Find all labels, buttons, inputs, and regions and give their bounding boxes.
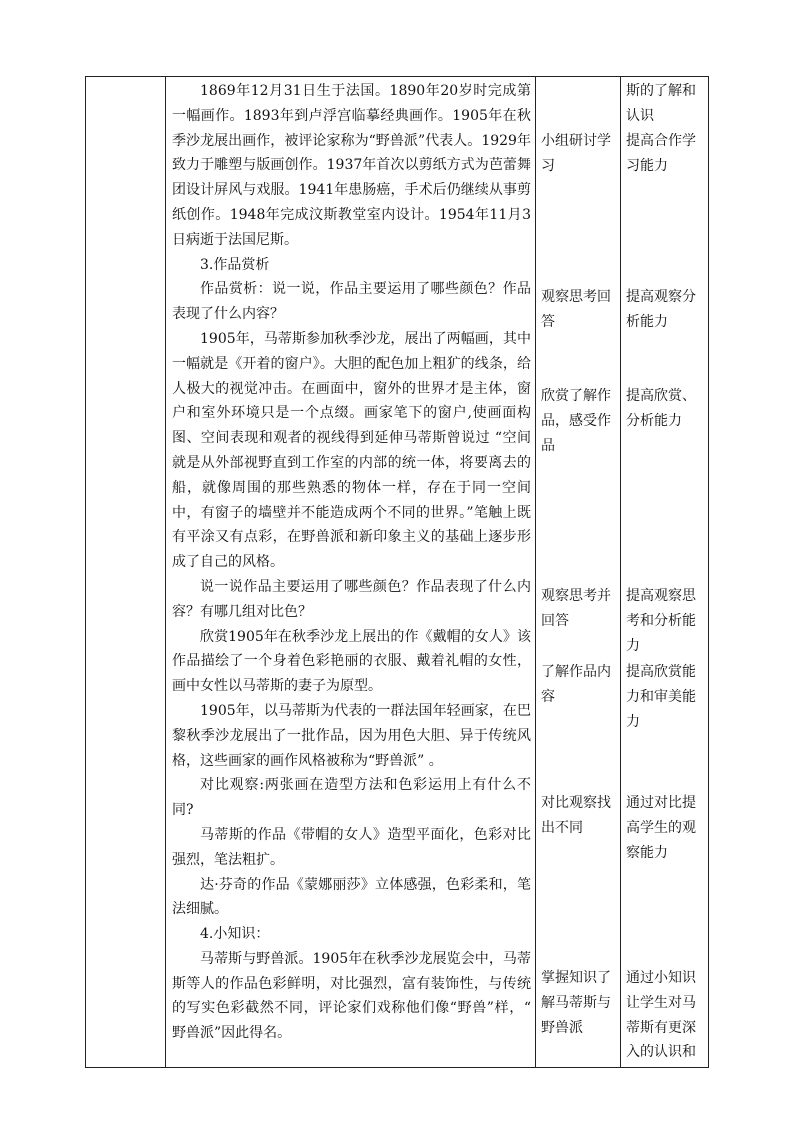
intent-item: 提高欣赏、分析能力 <box>626 388 696 429</box>
activity-item: 对比观察找出不同 <box>541 795 611 836</box>
section-heading-knowledge: 4.小知识： <box>200 926 270 943</box>
knowledge-paragraph: 马蒂斯与野兽派。1905年在秋季沙龙展览会中，马蒂斯等人的作品色彩鲜明，对比强烈，富有装饰性，与传统的写实色彩截然不同，评论家们戏称他们像“野兽”样，“ 野兽派”因此得名。 <box>172 950 531 1042</box>
student-activity-cell <box>536 77 621 1068</box>
intent-item: 斯的了解和认识 <box>626 83 696 124</box>
intent-item: 提高观察分析能力 <box>626 289 696 330</box>
section-heading-appreciation: 3.作品赏析 <box>200 256 270 273</box>
table-row <box>86 77 709 1068</box>
open-window-paragraph: 1905年，马蒂斯参加秋季沙龙，展出了两幅画，其中一幅就是《开着的窗户》。大胆的配色加上粗犷的线条，给人极大的视觉冲击。在画面中，窗外的世界才是主体，窗户和室外环境只是一个点缀。画家笔下的窗户,使画面构图、空间表现和观者的视线得到延伸马蒂斯曾说过 “空间就是从外部视野直到工作室的内部的统一体，将要离去的船，就像周围的那些熟悉的物体一样，存在于同一空间中，有窗子的墙壁并不能造成两个不同的世界。”笔触上既有平涂又有点彩，在野兽派和新印象主义的基础上逐步形成了自己的风格。 <box>172 330 531 571</box>
bio-paragraph: 1869年12月31日生于法国。1890年20岁时完成第一幅画作。1893年到卢浮宫临摹经典画作。1905年在秋季沙龙展出画作，被评论家称为“野兽派”代表人。1929年致力于雕塑与版画创作。1937年首次以剪纸方式为芭蕾舞团设计屏风与戏服。1941年患肠癌，手术后仍继续从事剪纸创作。1948年完成汶斯教堂室内设计。1954年11月3日病逝于法国尼斯。 <box>172 83 531 248</box>
question-paragraph-2: 说一说作品主要运用了哪些颜色？作品表现了什么内容？有哪几组对比色？ <box>172 578 531 620</box>
intent-item: 提高欣赏能力和审美能力 <box>626 664 696 730</box>
compare-question-paragraph: 对比观察:两张画在造型方法和色彩运用上有什么不同? <box>172 777 531 819</box>
lesson-plan-table <box>85 76 709 1068</box>
activity-item: 观察思考回答 <box>541 289 611 330</box>
design-intent-cell <box>621 77 709 1068</box>
activity-item: 小组研讨学习 <box>541 133 611 174</box>
intent-item: 提高合作学习能力 <box>626 133 696 174</box>
fauvism-paragraph: 1905年，以马蒂斯为代表的一群法国年轻画家，在巴黎秋季沙龙展出了一批作品，因为用色大胆、异于传统风格，这些画家的画作风格被称为“野兽派” 。 <box>172 702 531 769</box>
stage-cell <box>86 77 166 1068</box>
activity-item: 掌握知识了解马蒂斯与野兽派 <box>541 970 611 1036</box>
question-paragraph: 作品赏析：说一说，作品主要运用了哪些颜色？作品表现了什么内容？ <box>172 281 531 323</box>
davinci-compare-paragraph: 达·芬奇的作品《蒙娜丽莎》立体感强，色彩柔和，笔法细腻。 <box>172 876 531 918</box>
intent-item: 通过对比提高学生的观察能力 <box>626 795 696 861</box>
activity-item: 了解作品内容 <box>541 664 611 705</box>
matisse-compare-paragraph: 马蒂斯的作品《带帽的女人》造型平面化，色彩对比强烈，笔法粗扩。 <box>172 826 531 868</box>
intent-item: 提高观察思考和分析能力 <box>626 588 696 654</box>
teaching-content-cell <box>166 77 536 1068</box>
hat-woman-paragraph: 欣赏1905年在秋季沙龙上展出的作《戴帽的女人》该作品描绘了一个身着色彩艳丽的衣服、戴着礼帽的女性，画中女性以马蒂斯的妻子为原型。 <box>172 628 531 695</box>
activity-item: 欣赏了解作品，感受作品 <box>541 388 611 454</box>
activity-item: 观察思考并回答 <box>541 588 611 629</box>
intent-item: 通过小知识让学生对马蒂斯有更深入的认识和 <box>626 970 696 1061</box>
